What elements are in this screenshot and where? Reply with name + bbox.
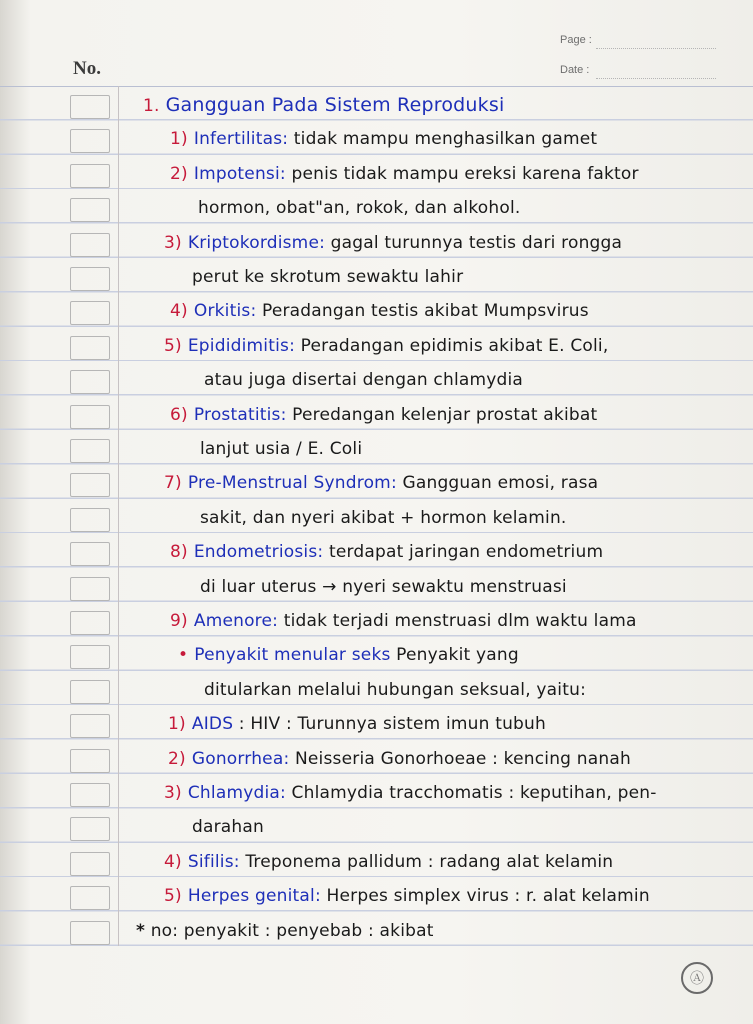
line-term: Kriptokordisme: xyxy=(187,232,326,253)
line-text: : HIV : Turunnya sistem imun tubuh xyxy=(233,714,546,735)
margin-checkbox[interactable] xyxy=(70,852,110,876)
line-number: * xyxy=(136,920,146,941)
note-line xyxy=(204,673,586,707)
header-no-label: No. xyxy=(73,58,101,79)
line-number: 3) xyxy=(164,783,182,803)
line-text: no: penyakit : penyebab : akibat xyxy=(145,920,434,941)
line-text: ditularkan melalui hubungan seksual, yaitu: xyxy=(204,679,586,700)
line-text: lanjut usia / E. Coli xyxy=(200,439,363,459)
line-term: Chlamydia: xyxy=(187,783,286,803)
line-text: atau juga disertai dengan chlamydia xyxy=(204,370,524,391)
line-term: Penyakit menular seks xyxy=(194,645,391,666)
line-text: Chlamydia tracchomatis : keputihan, pen- xyxy=(285,783,657,803)
line-text: penis tidak mampu ereksi karena faktor xyxy=(285,163,639,184)
note-line xyxy=(200,501,567,535)
page-dotted-line xyxy=(596,47,716,49)
margin-checkbox[interactable] xyxy=(70,886,110,910)
watermark-logo-icon: Ⓐ xyxy=(681,962,713,994)
line-text: Treponema pallidum : radang alat kelamin xyxy=(239,851,614,872)
line-number: 9) xyxy=(170,611,188,631)
margin-checkbox[interactable] xyxy=(70,680,110,704)
margin-checkbox[interactable] xyxy=(70,129,110,153)
line-term: Herpes genital: xyxy=(187,886,321,907)
margin-checkbox[interactable] xyxy=(70,336,110,360)
note-line xyxy=(204,363,523,397)
line-text: Peradangan epidimis akibat E. Coli, xyxy=(295,335,609,356)
margin-checkbox[interactable] xyxy=(70,611,110,635)
line-number: 1) xyxy=(168,714,186,735)
line-text: Penyakit yang xyxy=(390,645,519,666)
note-line xyxy=(168,742,631,776)
note-line xyxy=(164,466,598,500)
line-term: Infertilitas: xyxy=(193,129,289,150)
margin-checkbox[interactable] xyxy=(70,473,110,497)
line-text: darahan xyxy=(192,817,264,838)
margin-checkbox[interactable] xyxy=(70,233,110,257)
line-text: Neisseria Gonorhoeae : kencing nanah xyxy=(289,748,631,769)
line-text: sakit, dan nyeri akibat + hormon kelamin. xyxy=(200,507,567,528)
note-line xyxy=(170,398,597,432)
margin-line xyxy=(118,86,119,946)
note-line xyxy=(200,570,567,604)
top-rule xyxy=(0,86,753,87)
line-number: 3) xyxy=(164,232,182,253)
note-line xyxy=(170,535,603,569)
note-line xyxy=(192,260,463,294)
margin-checkbox[interactable] xyxy=(70,542,110,566)
line-number: 5) xyxy=(164,886,182,907)
line-term: AIDS xyxy=(191,714,234,735)
line-term: Gonorrhea: xyxy=(191,748,290,769)
margin-checkbox[interactable] xyxy=(70,164,110,188)
margin-checkbox[interactable] xyxy=(70,198,110,222)
note-line xyxy=(170,157,639,191)
note-line xyxy=(170,294,589,328)
line-term: Impotensi: xyxy=(193,163,286,184)
margin-checkbox[interactable] xyxy=(70,267,110,291)
date-dotted-line xyxy=(596,77,716,79)
note-line xyxy=(136,914,434,948)
margin-checkbox[interactable] xyxy=(70,817,110,841)
margin-checkbox[interactable] xyxy=(70,301,110,325)
line-number: 6) xyxy=(170,404,188,425)
line-number: 5) xyxy=(164,335,182,356)
line-text: Herpes simplex virus : r. alat kelamin xyxy=(320,886,650,907)
line-term: Prostatitis: xyxy=(193,404,287,425)
header-page-label: Page : xyxy=(560,34,592,46)
line-number: 8) xyxy=(170,542,188,563)
title-text: Gangguan Pada Sistem Reproduksi xyxy=(165,94,505,116)
line-text: perut ke skrotum sewaktu lahir xyxy=(192,267,464,287)
note-line xyxy=(164,226,622,260)
note-line xyxy=(170,122,597,156)
line-text: terdapat jaringan endometrium xyxy=(323,542,604,563)
note-line xyxy=(170,604,637,638)
margin-checkbox[interactable] xyxy=(70,439,110,463)
line-term: Sifilis: xyxy=(187,851,240,872)
line-term: Pre-Menstrual Syndrom: xyxy=(187,473,397,494)
line-number: 2) xyxy=(168,748,186,769)
note-line xyxy=(168,707,546,741)
title-number: 1. xyxy=(143,96,160,116)
margin-checkbox[interactable] xyxy=(70,921,110,945)
margin-checkbox[interactable] xyxy=(70,370,110,394)
margin-checkbox[interactable] xyxy=(70,714,110,738)
line-term: Epididimitis: xyxy=(187,335,295,356)
note-line xyxy=(164,879,650,913)
line-number: 1) xyxy=(170,129,188,150)
line-term: Endometriosis: xyxy=(193,542,324,563)
line-text: hormon, obat"an, rokok, dan alkohol. xyxy=(198,198,521,219)
note-line xyxy=(200,432,362,466)
note-line xyxy=(164,776,657,810)
line-number: 7) xyxy=(164,473,182,494)
margin-checkbox[interactable] xyxy=(70,645,110,669)
margin-checkbox[interactable] xyxy=(70,95,110,119)
note-title xyxy=(143,88,504,122)
margin-checkbox[interactable] xyxy=(70,405,110,429)
line-text: tidak mampu menghasilkan gamet xyxy=(288,129,598,150)
line-term: Orkitis: xyxy=(193,301,257,322)
note-line xyxy=(192,810,264,844)
line-number: • xyxy=(178,645,189,666)
margin-checkbox[interactable] xyxy=(70,508,110,532)
line-term: Amenore: xyxy=(193,611,279,631)
line-text: tidak terjadi menstruasi dlm waktu lama xyxy=(278,611,637,631)
line-text: Peredangan kelenjar prostat akibat xyxy=(286,404,598,425)
note-line xyxy=(164,845,613,879)
line-text: di luar uterus → nyeri sewaktu menstruasi xyxy=(200,576,567,597)
note-line xyxy=(164,329,608,363)
line-text: gagal turunnya testis dari rongga xyxy=(325,232,623,253)
note-line xyxy=(178,638,519,672)
line-number: 4) xyxy=(164,851,182,872)
margin-checkbox[interactable] xyxy=(70,783,110,807)
line-number: 4) xyxy=(170,301,188,322)
line-text: Gangguan emosi, rasa xyxy=(396,473,599,494)
note-line xyxy=(198,191,520,225)
margin-checkbox[interactable] xyxy=(70,577,110,601)
header-date-label: Date : xyxy=(560,64,590,76)
line-number: 2) xyxy=(170,163,188,184)
line-text: Peradangan testis akibat Mumpsvirus xyxy=(256,301,589,322)
margin-checkbox[interactable] xyxy=(70,749,110,773)
